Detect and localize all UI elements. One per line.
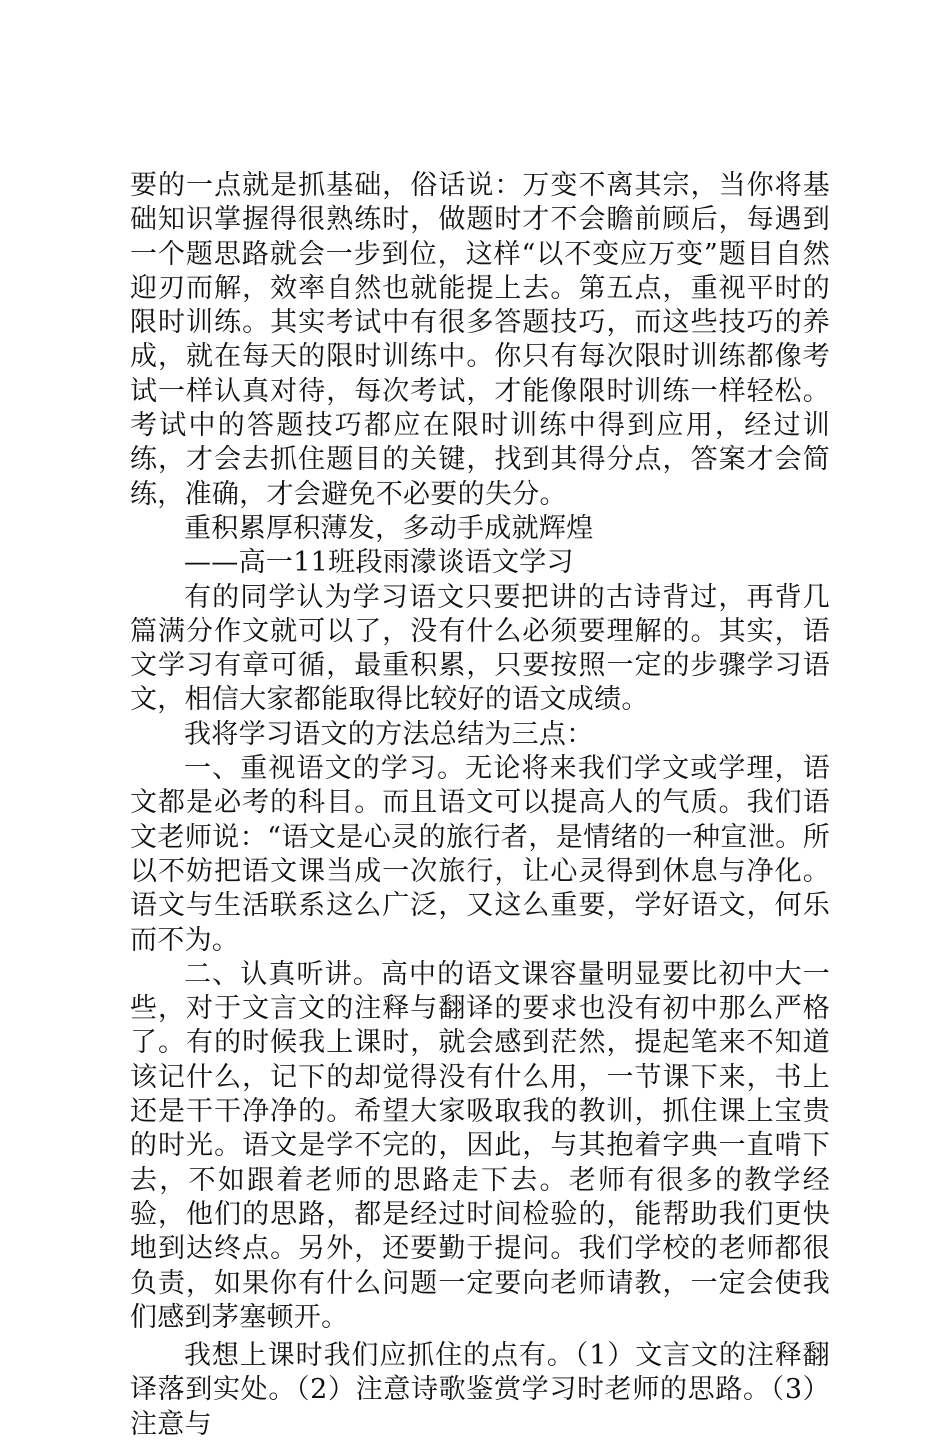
section-subtitle: ——高一11班段雨濛谈语文学习	[184, 547, 574, 579]
paragraph: 一、重视语文的学习。无论将来我们学文或学理，语文都是必考的科目。而且语文可以提高人的气质。我们语文老师说：“语文是心灵的旅行者，是情绪的一种宣泄。所以不妨把语文课当成一次旅行，让心灵得到休息与净化。语文与生活联系这么广泛，又这么重要，学好语文，何乐而不为。	[130, 753, 830, 956]
paragraph-continued: 要的一点就是抓基础，俗话说：万变不离其宗，当你将基础知识掌握得很熟练时，做题时才不会瞻前顾后，每遇到一个题思路就会一步到位，这样“以不变应万变”题目自然迎刃而解，效率自然也就能提上去。第五点，重视平时的限时训练。其实考试中有很多答题技巧，而这些技巧的养成，就在每天的限时训练中。你只有每次限时训练都像考试一样认真对待，每次考试，才能像限时训练一样轻松。考试中的答题技巧都应在限时训练中得到应用，经过训练，才会去抓住题目的关键，找到其得分点，答案才会简练，准确，才会避免不必要的失分。	[130, 170, 830, 510]
paragraph: 我想上课时我们应抓住的点有。（1）文言文的注释翻译落到实处。（2）注意诗歌鉴赏学习时老师的思路。（3）注意与	[130, 1340, 830, 1440]
document-body	[130, 169, 830, 1442]
paragraph: 二、认真听讲。高中的语文课容量明显要比初中大一些，对于文言文的注释与翻译的要求也没有初中那么严格了。有的时候我上课时，就会感到茫然，提起笔来不知道该记什么，记下的却觉得没有什么用，一节课下来，书上还是干干净净的。希望大家吸取我的教训，抓住课上宝贵的时光。语文是学不完的，因此，与其抱着字典一直啃下去，不如跟着老师的思路走下去。老师有很多的教学经验，他们的思路，都是经过时间检验的，能帮助我们更快地到达终点。另外，还要勤于提问。我们学校的老师都很负责，如果你有什么问题一定要向老师请教，一定会使我们感到茅塞顿开。	[130, 958, 830, 1333]
paragraph: 我将学习语文的方法总结为三点：	[184, 718, 594, 750]
paragraph: 有的同学认为学习语文只要把讲的古诗背过，再背几篇满分作文就可以了，没有什么必须要理解的。其实，语文学习有章可循，最重积累，只要按照一定的步骤学习语文，相信大家都能取得比较好的语文成绩。	[130, 581, 830, 716]
section-title: 重积累厚积薄发，多动手成就辉煌	[184, 512, 594, 544]
